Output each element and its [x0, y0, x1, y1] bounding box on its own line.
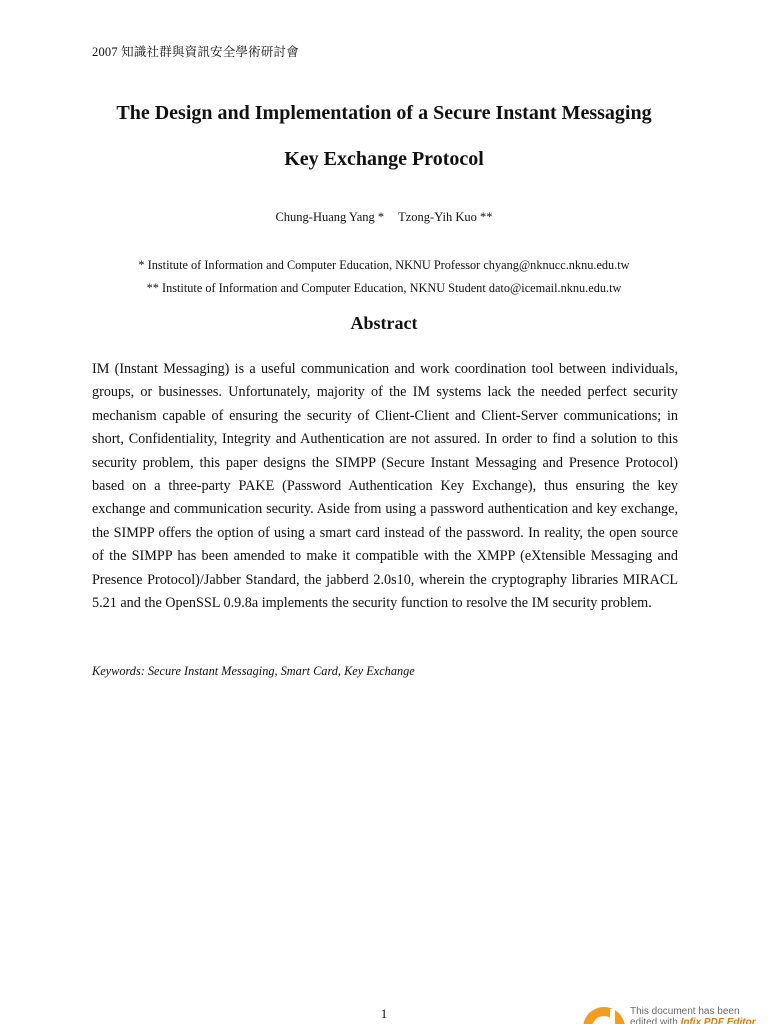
conference-header: 2007 知識社群與資訊安全學術研討會 [92, 45, 299, 59]
page-number: 1 [380, 1006, 388, 1021]
author-list [0, 210, 768, 225]
watermark-text [630, 1006, 756, 1024]
paper-title-line-2: Key Exchange Protocol [284, 148, 484, 170]
watermark-brand: Infix PDF Editor [680, 1017, 756, 1024]
watermark-line-2 [630, 1017, 756, 1024]
infix-logo-icon [582, 1006, 626, 1024]
affiliation-2: ** Institute of Information and Computer Education, NKNU Student dato@icemail.nknu.edu.tw [146, 281, 622, 295]
paper-title-line-1: The Design and Implementation of a Secure Instant Messaging [116, 102, 652, 124]
affiliation-1: * Institute of Information and Computer Education, NKNU Professor chyang@nknucc.nknu.edu.tw [138, 258, 630, 272]
keywords: Keywords: Secure Instant Messaging, Smart Card, Key Exchange [92, 664, 415, 678]
watermark-line-2-prefix: edited with [630, 1017, 681, 1024]
editor-watermark [580, 1004, 768, 1024]
author-2: Tzong-Yih Kuo ** [398, 210, 493, 224]
author-1: Chung-Huang Yang * [275, 210, 385, 224]
abstract-body: IM (Instant Messaging) is a useful communication and work coordination tool between individuals, groups, or businesses. Unfortunately, majority of the IM systems lack the needed perfect security mechanism capable of ensuring the security of Client-Client and Client-Server communications; in short, Confidentiality, Integrity and Authentication are not assured. In order to find a solution to this security problem, this paper designs the SIMPP (Secure Instant Messaging and Presence Protocol) based on a three-party PAKE (Password Authentication Key Exchange), thus ensuring the key exchange and communication security. Aside from using a password authentication and key exchange, the SIMPP offers the option of using a smart card instead of the password. In reality, the open source of the SIMPP has been amended to make it compatible with the XMPP (eXtensible Messaging and Presence Protocol)/Jabber Standard, the jabberd 2.0s10, wherein the cryptography libraries MIRACL 5.21 and the OpenSSL 0.9.8a implements the security function to resolve the IM security problem. [92, 361, 678, 612]
abstract-heading: Abstract [350, 313, 418, 333]
watermark-line-1: This document has been [630, 1006, 740, 1017]
